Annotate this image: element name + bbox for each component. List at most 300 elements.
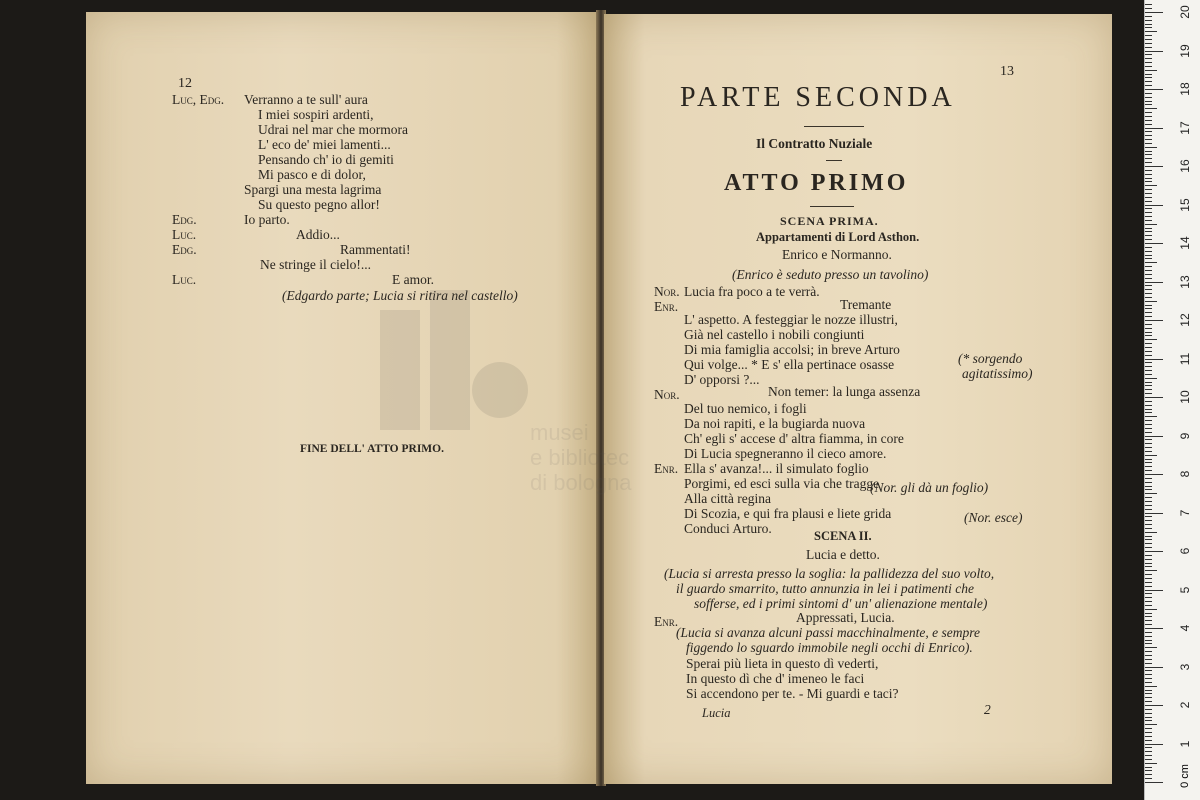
ruler-tick xyxy=(1145,763,1157,764)
ruler-tick xyxy=(1145,158,1152,159)
ruler-tick xyxy=(1145,108,1157,109)
ruler-tick xyxy=(1145,613,1152,614)
ruler-tick xyxy=(1145,605,1152,606)
verse-line: Del tuo nemico, i fogli xyxy=(684,401,807,416)
verse-line: Ne stringe il cielo!... xyxy=(260,257,371,272)
verse-line: Verranno a te sull' aura xyxy=(244,92,368,107)
ruler-tick xyxy=(1145,174,1152,175)
ruler-number: 5 xyxy=(1178,586,1192,593)
speaker-label: Luc. xyxy=(172,227,197,242)
ruler-tick xyxy=(1145,101,1152,102)
ruler-tick xyxy=(1145,243,1163,244)
scene-characters: Lucia e detto. xyxy=(806,547,880,562)
ruler-tick xyxy=(1145,640,1152,641)
part-title: PARTE SECONDA xyxy=(680,82,956,113)
ruler-tick xyxy=(1145,489,1152,490)
ruler-tick xyxy=(1145,339,1157,340)
ruler-tick xyxy=(1145,143,1152,144)
stage-direction: (Lucia si avanza alcuni passi macchinalmente, e sempre xyxy=(676,625,980,640)
ruler-tick xyxy=(1145,532,1157,533)
ruler-number: 15 xyxy=(1178,197,1192,212)
ruler-tick xyxy=(1145,636,1152,637)
ruler-tick xyxy=(1145,397,1163,398)
speaker-label: Enr. xyxy=(654,299,679,314)
ruler-tick xyxy=(1145,31,1157,32)
ruler-tick xyxy=(1145,224,1157,225)
ruler-tick xyxy=(1145,147,1157,148)
ruler-tick xyxy=(1145,470,1152,471)
ruler-tick xyxy=(1145,324,1152,325)
ruler-tick xyxy=(1145,270,1152,271)
ruler-tick xyxy=(1145,459,1152,460)
ruler-tick xyxy=(1145,181,1152,182)
ruler-tick xyxy=(1145,170,1152,171)
ruler-tick xyxy=(1145,509,1152,510)
ruler-number: 1 xyxy=(1178,740,1192,747)
stage-direction: (Enrico è seduto presso un tavolino) xyxy=(732,267,929,282)
ruler-tick xyxy=(1145,282,1163,283)
speaker-label: Luc. xyxy=(172,272,197,287)
ruler-tick xyxy=(1145,751,1152,752)
stage-direction: (Edgardo parte; Lucia si ritira nel castello) xyxy=(282,288,518,303)
ruler-tick xyxy=(1145,370,1152,371)
speaker-label: Nor. xyxy=(654,284,680,299)
side-note: agitatissimo) xyxy=(962,366,1033,381)
ruler-tick xyxy=(1145,43,1152,44)
ruler-tick xyxy=(1145,162,1152,163)
ruler-tick xyxy=(1145,420,1152,421)
ruler-tick xyxy=(1145,686,1157,687)
footer-signature: Lucia xyxy=(702,706,731,720)
ruler-tick xyxy=(1145,359,1163,360)
ruler-number: 19 xyxy=(1178,43,1192,58)
ruler-tick xyxy=(1145,628,1163,629)
end-of-act: FINE DELL' ATTO PRIMO. xyxy=(300,443,444,455)
ruler-tick xyxy=(1145,670,1152,671)
ruler-tick xyxy=(1145,262,1157,263)
ruler-tick xyxy=(1145,385,1152,386)
ruler-tick xyxy=(1145,551,1163,552)
speaker-label: Edg. xyxy=(172,212,197,227)
ruler-tick xyxy=(1145,355,1152,356)
verse-line: Da noi rapiti, e la bugiarda nuova xyxy=(684,416,866,431)
right-page xyxy=(604,14,1112,784)
ruler-tick xyxy=(1145,301,1157,302)
verse-line: Già nel castello i nobili congiunti xyxy=(684,327,865,342)
ruler-tick xyxy=(1145,563,1152,564)
ruler-tick xyxy=(1145,620,1152,621)
ruler-tick xyxy=(1145,116,1152,117)
ruler-tick xyxy=(1145,166,1163,167)
ruler-tick xyxy=(1145,416,1157,417)
ruler-tick xyxy=(1145,466,1152,467)
ruler-tick xyxy=(1145,655,1152,656)
verse-line: Pensando ch' io di gemiti xyxy=(258,152,394,167)
stage-direction: figgendo lo sguardo immobile negli occhi di Enrico). xyxy=(686,640,973,655)
ruler-tick xyxy=(1145,255,1152,256)
ruler-tick xyxy=(1145,590,1163,591)
verse-line: Su questo pegno allor! xyxy=(258,197,380,212)
ruler-tick xyxy=(1145,382,1152,383)
ruler-tick xyxy=(1145,528,1152,529)
ruler-tick xyxy=(1145,428,1152,429)
ruler-tick xyxy=(1145,258,1152,259)
ruler-tick xyxy=(1145,239,1152,240)
ruler-tick xyxy=(1145,247,1152,248)
ruler-tick xyxy=(1145,4,1152,5)
ruler-tick xyxy=(1145,97,1152,98)
verse-line: D' opporsi ?... xyxy=(684,372,760,387)
speaker-label: Edg. xyxy=(172,242,197,257)
ruler-tick xyxy=(1145,193,1152,194)
ruler-tick xyxy=(1145,66,1152,67)
ruler-tick xyxy=(1145,651,1152,652)
ruler-tick xyxy=(1145,24,1152,25)
verse-line: Non temer: la lunga assenza xyxy=(768,384,921,399)
stage-direction: sofferse, ed i primi sintomi d' un' alienazione mentale) xyxy=(694,596,988,611)
ruler-tick xyxy=(1145,566,1152,567)
ruler-tick xyxy=(1145,389,1152,390)
ruler-tick xyxy=(1145,266,1152,267)
ruler-tick xyxy=(1145,455,1157,456)
ruler-tick xyxy=(1145,474,1163,475)
ruler-tick xyxy=(1145,767,1152,768)
right-page-number: 13 xyxy=(1000,64,1014,79)
act-title: ATTO PRIMO xyxy=(724,170,909,196)
ruler-tick xyxy=(1145,609,1157,610)
ruler-number: 11 xyxy=(1178,352,1192,365)
ruler-tick xyxy=(1145,128,1163,129)
ruler-tick xyxy=(1145,312,1152,313)
ruler-tick xyxy=(1145,178,1152,179)
ruler-tick xyxy=(1145,451,1152,452)
ruler-tick xyxy=(1145,12,1163,13)
ruler-tick xyxy=(1145,632,1152,633)
ruler-tick xyxy=(1145,405,1152,406)
verse-line: Qui volge... * E s' ella pertinace osasse xyxy=(684,357,895,372)
ruler-tick xyxy=(1145,647,1157,648)
ruler-tick xyxy=(1145,659,1152,660)
verse-line: Ch' egli s' accese d' altra fiamma, in core xyxy=(684,431,904,446)
verse-line: Mi pasco e di dolor, xyxy=(258,167,366,182)
verse-line: In questo dì che d' imeneo le faci xyxy=(686,671,865,686)
ruler-tick xyxy=(1145,732,1152,733)
ruler-number: 18 xyxy=(1178,82,1192,96)
ruler-number: 17 xyxy=(1178,120,1192,135)
ruler-tick xyxy=(1145,586,1152,587)
verse-line: Io parto. xyxy=(244,212,290,227)
ruler-tick xyxy=(1145,27,1152,28)
ruler-tick xyxy=(1145,478,1152,479)
ruler-number: 16 xyxy=(1178,159,1192,173)
ruler-tick xyxy=(1145,347,1152,348)
watermark-logo-icon xyxy=(370,290,530,460)
ruler-tick xyxy=(1145,682,1152,683)
scene-characters: Enrico e Normanno. xyxy=(782,247,892,262)
watermark-text: e bibliotec xyxy=(530,445,630,470)
ruler-tick xyxy=(1145,436,1163,437)
ruler-tick xyxy=(1145,516,1152,517)
ruler-tick xyxy=(1145,547,1152,548)
ruler-tick xyxy=(1145,778,1152,779)
ruler-tick xyxy=(1145,616,1152,617)
verse-line: Si accendono per te. - Mi guardi e taci? xyxy=(686,686,899,701)
ruler-tick xyxy=(1145,678,1152,679)
ruler-tick xyxy=(1145,486,1152,487)
ruler-tick xyxy=(1145,570,1157,571)
ruler-tick xyxy=(1145,693,1152,694)
verse-line: Di mia famiglia accolsi; in breve Arturo xyxy=(684,342,900,357)
ruler-tick xyxy=(1145,663,1152,664)
ruler-tick xyxy=(1145,251,1152,252)
ruler-number: 7 xyxy=(1178,509,1192,516)
stage-direction: (Lucia si arresta presso la soglia: la pallidezza del suo volto, xyxy=(664,566,995,581)
ruler-tick xyxy=(1145,308,1152,309)
verse-line: Tremante xyxy=(840,297,892,312)
ruler-tick xyxy=(1145,131,1152,132)
ruler-tick xyxy=(1145,154,1152,155)
ruler-unit: 0 cm xyxy=(1178,764,1191,788)
ruler-tick xyxy=(1145,409,1152,410)
ruler-tick xyxy=(1145,374,1152,375)
side-note: (Nor. esce) xyxy=(964,510,1023,525)
ruler-tick xyxy=(1145,574,1152,575)
ruler-tick xyxy=(1145,593,1152,594)
ruler-number: 8 xyxy=(1178,470,1192,478)
ruler-tick xyxy=(1145,212,1152,213)
ruler-tick xyxy=(1145,328,1152,329)
verse-line: E amor. xyxy=(392,272,434,287)
ruler-tick xyxy=(1145,85,1152,86)
ruler-tick xyxy=(1145,39,1152,40)
ruler-tick xyxy=(1145,124,1152,125)
scene-title: SCENA PRIMA. xyxy=(780,214,879,228)
ruler-tick xyxy=(1145,755,1152,756)
ruler-number: 14 xyxy=(1178,236,1192,250)
ruler-tick xyxy=(1145,497,1152,498)
ruler-tick xyxy=(1145,208,1152,209)
divider xyxy=(826,160,842,161)
ruler-tick xyxy=(1145,189,1152,190)
verse-line: Ella s' avanza!... il simulato foglio xyxy=(684,461,869,476)
ruler-tick xyxy=(1145,93,1152,94)
ruler-tick xyxy=(1145,705,1163,706)
ruler-tick xyxy=(1145,20,1152,21)
ruler-number: 12 xyxy=(1178,313,1192,327)
ruler-tick xyxy=(1145,332,1152,333)
ruler-tick xyxy=(1145,432,1152,433)
speaker-label: Enr. xyxy=(654,461,679,476)
ruler-tick xyxy=(1145,747,1152,748)
ruler-tick xyxy=(1145,151,1152,152)
ruler-tick xyxy=(1145,120,1152,121)
ruler-tick xyxy=(1145,201,1152,202)
ruler-number: 13 xyxy=(1178,274,1192,289)
ruler-tick xyxy=(1145,624,1152,625)
ruler-tick xyxy=(1145,736,1152,737)
ruler-tick xyxy=(1145,539,1152,540)
ruler-tick xyxy=(1145,366,1152,367)
ruler-tick xyxy=(1145,667,1163,668)
ruler-tick xyxy=(1145,58,1152,59)
ruler-tick xyxy=(1145,297,1152,298)
verse-line: Lucia fra poco a te verrà. xyxy=(684,284,820,299)
ruler-tick xyxy=(1145,205,1163,206)
ruler-tick xyxy=(1145,185,1157,186)
verse-line: Alla città regina xyxy=(684,491,771,506)
ruler-number: 20 xyxy=(1178,5,1192,19)
ruler-tick xyxy=(1145,274,1152,275)
ruler-tick xyxy=(1145,8,1152,9)
ruler-tick xyxy=(1145,493,1157,494)
divider xyxy=(810,206,854,207)
ruler-tick xyxy=(1145,278,1152,279)
ruler-tick xyxy=(1145,70,1157,71)
ruler-number: 4 xyxy=(1178,624,1192,632)
ruler-tick xyxy=(1145,674,1152,675)
verse-line: Udrai nel mar che mormora xyxy=(258,122,408,137)
ruler-tick xyxy=(1145,77,1152,78)
ruler-tick xyxy=(1145,235,1152,236)
ruler-tick xyxy=(1145,228,1152,229)
ruler-tick xyxy=(1145,139,1152,140)
ruler-tick xyxy=(1145,401,1152,402)
ruler-tick xyxy=(1145,770,1152,771)
ruler-tick xyxy=(1145,335,1152,336)
subtitle: Il Contratto Nuziale xyxy=(756,136,873,151)
verse-line: Addio... xyxy=(296,227,340,242)
ruler-tick xyxy=(1145,316,1152,317)
ruler-tick xyxy=(1145,501,1152,502)
ruler-tick xyxy=(1145,443,1152,444)
ruler-tick xyxy=(1145,520,1152,521)
ruler-number: 3 xyxy=(1178,663,1192,670)
ruler-tick xyxy=(1145,447,1152,448)
verse-line: L' eco de' miei lamenti... xyxy=(258,137,391,152)
ruler-tick xyxy=(1145,220,1152,221)
ruler-tick xyxy=(1145,724,1157,725)
speaker-label: Nor. xyxy=(654,387,680,402)
stage-direction: il guardo smarrito, tutto annunzia in lei i patimenti che xyxy=(676,581,974,596)
ruler-tick xyxy=(1145,89,1163,90)
ruler-tick xyxy=(1145,305,1152,306)
ruler-tick xyxy=(1145,378,1157,379)
ruler-tick xyxy=(1145,16,1152,17)
measurement-ruler xyxy=(1144,0,1200,800)
ruler-tick xyxy=(1145,582,1152,583)
ruler-tick xyxy=(1145,81,1152,82)
ruler-number: 10 xyxy=(1178,390,1192,404)
ruler-tick xyxy=(1145,759,1152,760)
left-page-number: 12 xyxy=(178,76,192,91)
ruler-tick xyxy=(1145,362,1152,363)
watermark-text: di bologna xyxy=(530,470,632,495)
verse-line: I miei sospiri ardenti, xyxy=(258,107,374,122)
ruler-tick xyxy=(1145,293,1152,294)
verse-line: Appressati, Lucia. xyxy=(796,610,895,625)
ruler-tick xyxy=(1145,393,1152,394)
ruler-tick xyxy=(1145,462,1152,463)
verse-line: Di Scozia, e qui fra plausi e liete grida xyxy=(684,506,892,521)
ruler-tick xyxy=(1145,197,1152,198)
ruler-tick xyxy=(1145,482,1152,483)
ruler-tick xyxy=(1145,744,1163,745)
speaker-label: Luc, Edg. xyxy=(172,92,225,107)
library-watermark xyxy=(370,290,650,500)
ruler-tick xyxy=(1145,536,1152,537)
verse-line: Rammentati! xyxy=(340,242,411,257)
ruler-tick xyxy=(1145,216,1152,217)
ruler-tick xyxy=(1145,505,1152,506)
verse-line: Porgimi, ed esci sulla via che tragge xyxy=(684,476,880,491)
scene-setting: Appartamenti di Lord Asthon. xyxy=(756,230,920,244)
ruler-tick xyxy=(1145,782,1163,783)
ruler-number: 2 xyxy=(1178,701,1192,709)
verse-line: L' aspetto. A festeggiar le nozze illustri, xyxy=(684,312,898,327)
verse-line: Di Lucia spegneranno il cieco amore. xyxy=(684,446,887,461)
ruler-tick xyxy=(1145,713,1152,714)
ruler-tick xyxy=(1145,289,1152,290)
ruler-tick xyxy=(1145,717,1152,718)
ruler-tick xyxy=(1145,424,1152,425)
ruler-tick xyxy=(1145,231,1152,232)
ruler-tick xyxy=(1145,643,1152,644)
ruler-number: 9 xyxy=(1178,432,1192,439)
ruler-tick xyxy=(1145,439,1152,440)
ruler-tick xyxy=(1145,774,1152,775)
ruler-tick xyxy=(1145,285,1152,286)
ruler-tick xyxy=(1145,728,1152,729)
ruler-tick xyxy=(1145,543,1152,544)
ruler-tick xyxy=(1145,720,1152,721)
ruler-tick xyxy=(1145,135,1152,136)
ruler-tick xyxy=(1145,701,1152,702)
ruler-tick xyxy=(1145,601,1152,602)
speaker-label: Enr. xyxy=(654,614,679,629)
verse-line: Spargi una mesta lagrima xyxy=(244,182,382,197)
ruler-tick xyxy=(1145,559,1152,560)
ruler-tick xyxy=(1145,524,1152,525)
ruler-tick xyxy=(1145,104,1152,105)
ruler-tick xyxy=(1145,47,1152,48)
ruler-tick xyxy=(1145,555,1152,556)
side-note: (* sorgendo xyxy=(958,351,1023,366)
footer-signature-number: 2 xyxy=(984,702,991,717)
ruler-tick xyxy=(1145,597,1152,598)
ruler-tick xyxy=(1145,54,1152,55)
ruler-tick xyxy=(1145,351,1152,352)
ruler-tick xyxy=(1145,112,1152,113)
ruler-number: 6 xyxy=(1178,547,1192,555)
ruler-tick xyxy=(1145,51,1163,52)
ruler-tick xyxy=(1145,320,1163,321)
divider xyxy=(804,126,864,127)
ruler-tick xyxy=(1145,740,1152,741)
ruler-tick xyxy=(1145,697,1152,698)
side-note: (Nor. gli dà un foglio) xyxy=(870,480,989,495)
verse-line: Conduci Arturo. xyxy=(684,521,772,536)
ruler-tick xyxy=(1145,35,1152,36)
ruler-tick xyxy=(1145,74,1152,75)
ruler-tick xyxy=(1145,578,1152,579)
scene-title: SCENA II. xyxy=(814,529,872,543)
ruler-tick xyxy=(1145,62,1152,63)
ruler-tick xyxy=(1145,343,1152,344)
ruler-tick xyxy=(1145,709,1152,710)
ruler-tick xyxy=(1145,513,1163,514)
verse-line: Sperai più lieta in questo dì vederti, xyxy=(686,656,879,671)
ruler-tick xyxy=(1145,412,1152,413)
